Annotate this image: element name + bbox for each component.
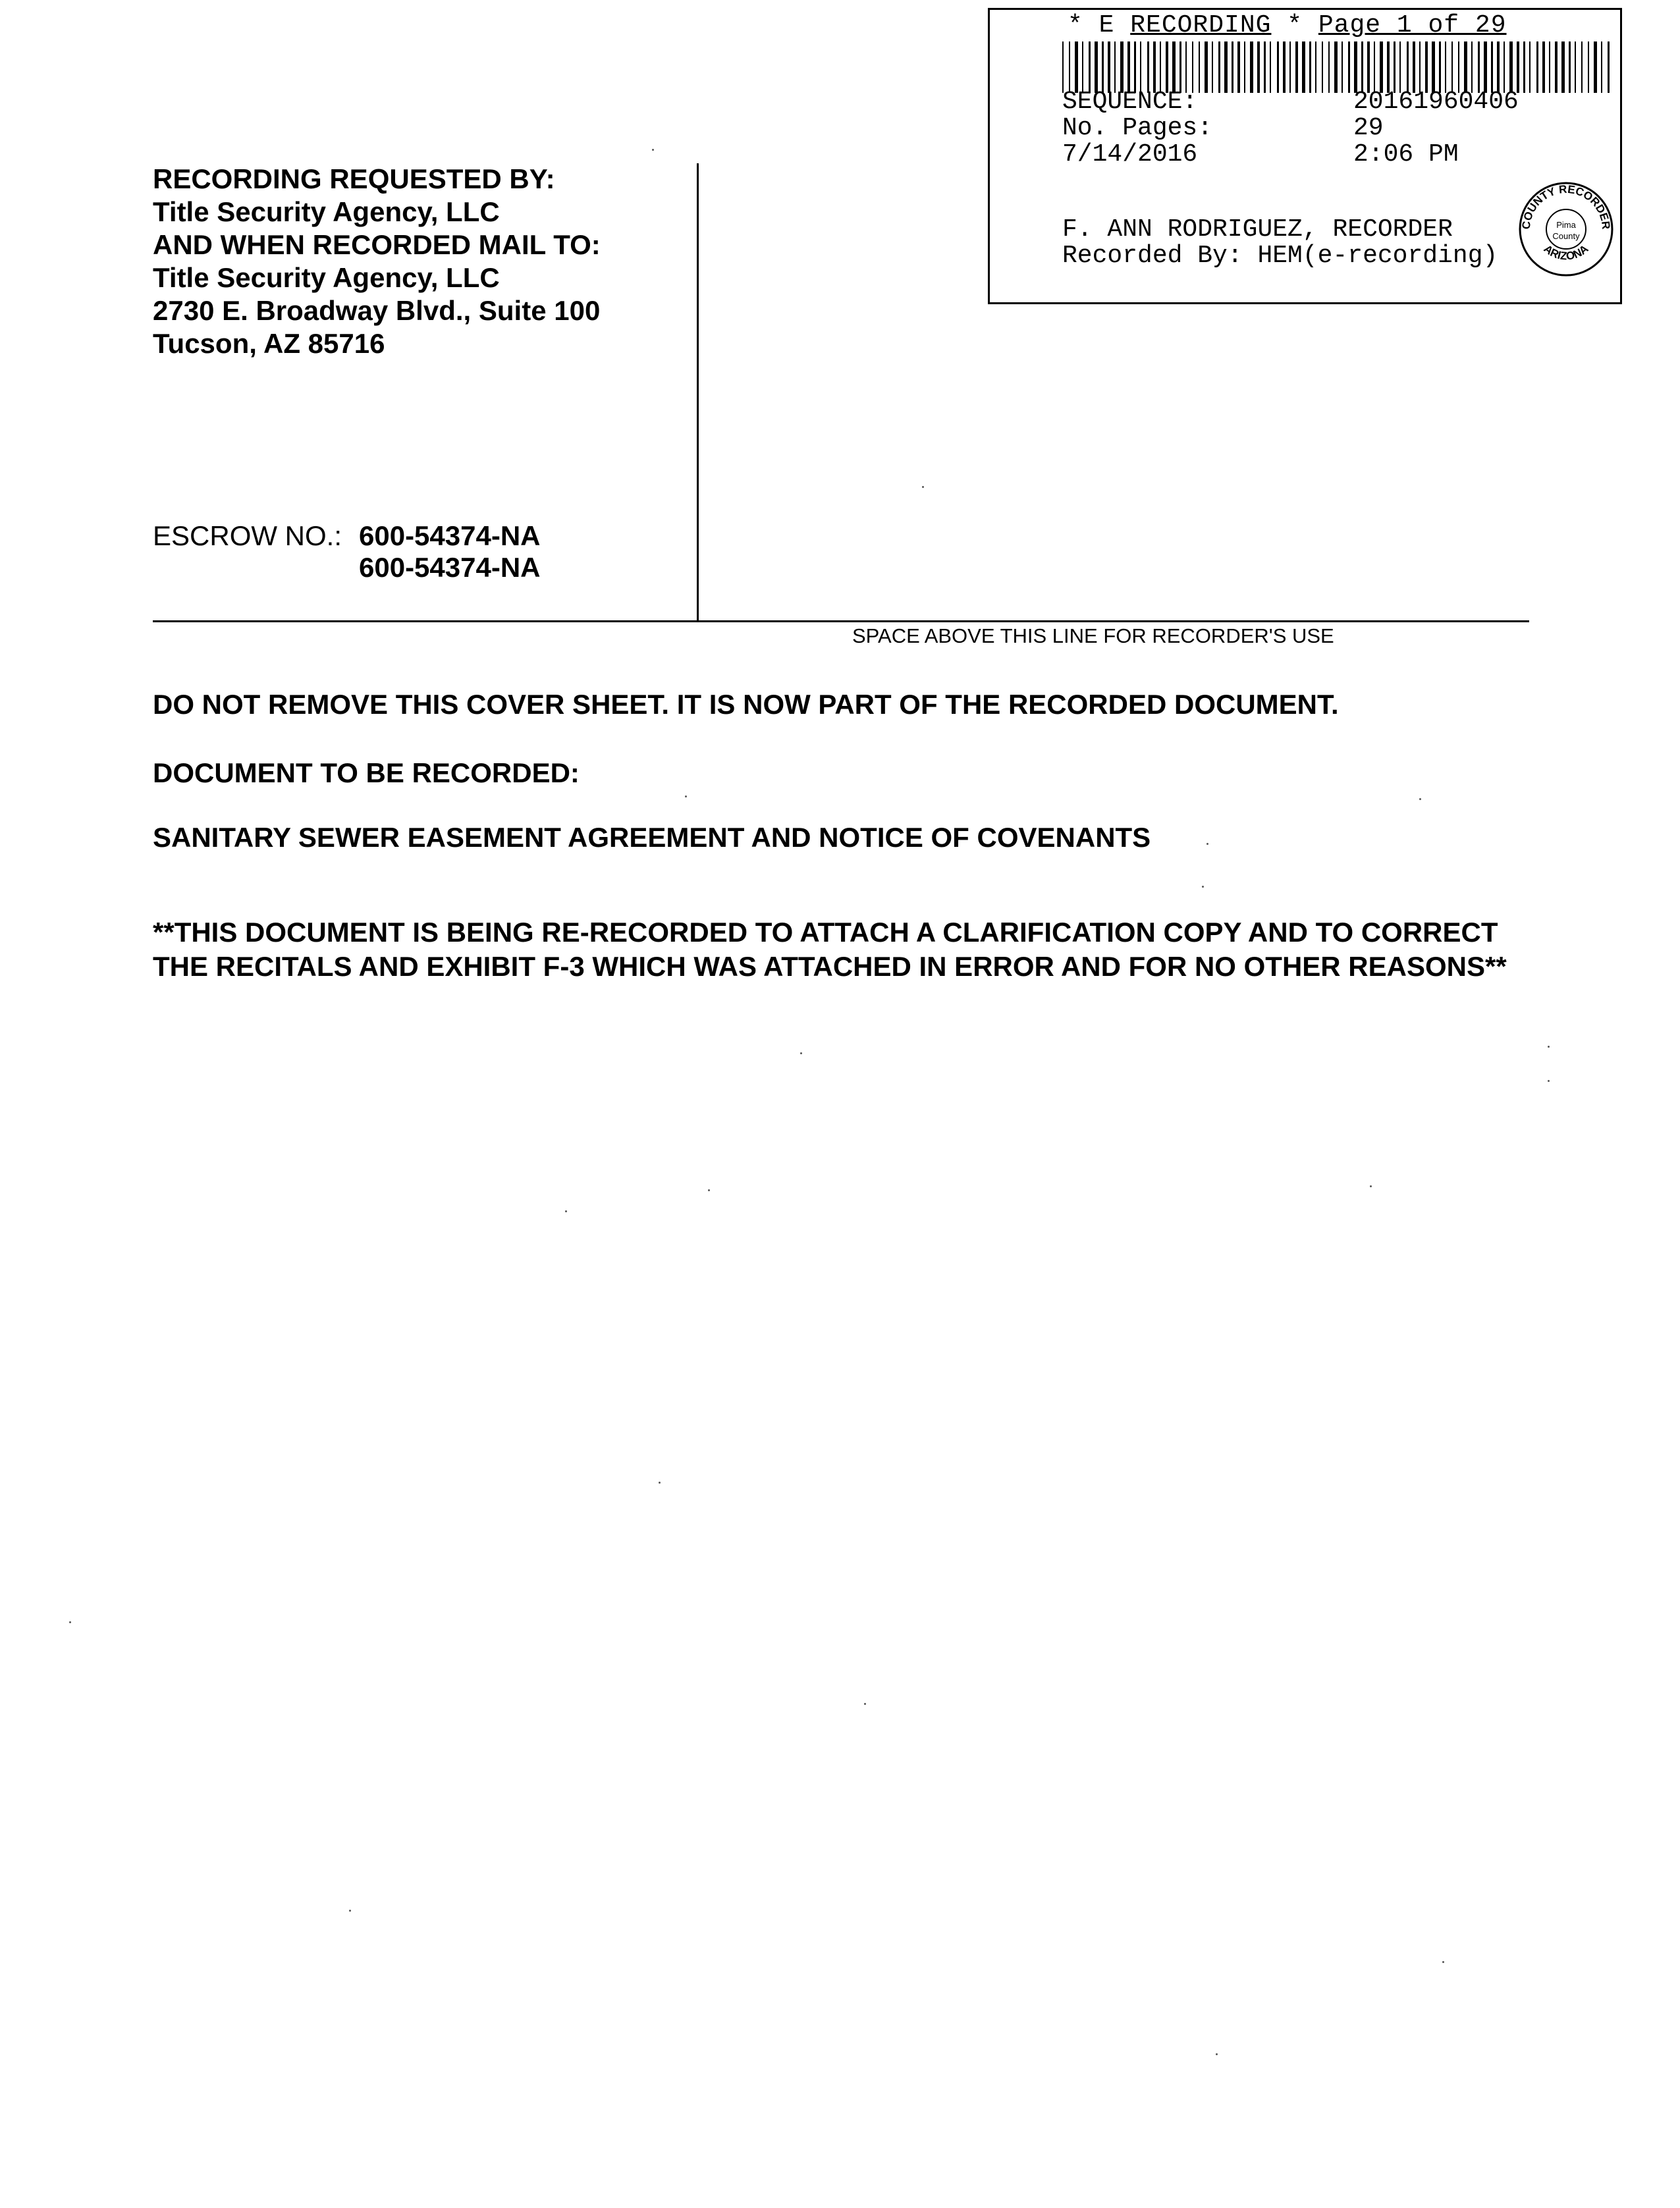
recorder-divider bbox=[153, 620, 1529, 622]
record-date: 7/14/2016 bbox=[1062, 140, 1198, 169]
stamp-header-recording: RECORDING bbox=[1130, 11, 1272, 40]
scan-speck bbox=[1419, 798, 1421, 800]
pages-value: 29 bbox=[1353, 114, 1384, 142]
scan-speck bbox=[922, 486, 924, 488]
seal-bottom-text: ARIZONA bbox=[1541, 242, 1591, 263]
document-title: SANITARY SEWER EASEMENT AGREEMENT AND NOTICE OF COVENANTS bbox=[153, 822, 1151, 853]
scan-speck bbox=[1370, 1185, 1372, 1187]
scan-speck bbox=[349, 1910, 351, 1912]
stamp-header-mid: * bbox=[1271, 11, 1318, 40]
cover-sheet-notice: DO NOT REMOVE THIS COVER SHEET. IT IS NOW PART OF THE RECORDED DOCUMENT. bbox=[153, 689, 1339, 720]
escrow-number: 600-54374-NA bbox=[359, 520, 541, 551]
mail-to-name: Title Security Agency, LLC bbox=[153, 262, 500, 293]
seal-top-text: COUNTY RECORDER bbox=[1519, 182, 1613, 230]
recorder-stamp bbox=[988, 8, 1622, 304]
stamp-header bbox=[1068, 11, 1507, 40]
recorder-name: F. ANN RODRIGUEZ, RECORDER bbox=[1062, 215, 1453, 244]
record-time: 2:06 PM bbox=[1353, 140, 1459, 169]
document-label: DOCUMENT TO BE RECORDED: bbox=[153, 757, 580, 788]
sequence-label: SEQUENCE: bbox=[1062, 88, 1198, 116]
scan-speck bbox=[1202, 886, 1204, 888]
scan-speck bbox=[659, 1482, 661, 1484]
scan-speck bbox=[800, 1052, 802, 1054]
scan-speck bbox=[1206, 843, 1208, 845]
requested-by-name: Title Security Agency, LLC bbox=[153, 196, 500, 227]
barcode-icon bbox=[1062, 41, 1612, 93]
seal-center-1: Pima bbox=[1556, 220, 1576, 230]
scan-speck bbox=[1548, 1046, 1550, 1048]
scan-speck bbox=[652, 149, 654, 151]
scan-speck bbox=[864, 1703, 866, 1705]
county-seal-icon bbox=[1517, 180, 1615, 279]
scan-speck bbox=[1216, 2053, 1218, 2055]
pages-label: No. Pages: bbox=[1062, 114, 1213, 142]
sequence-value: 20161960406 bbox=[1353, 88, 1519, 116]
scan-speck bbox=[1548, 1080, 1550, 1082]
escrow-label: ESCROW NO.: bbox=[153, 520, 342, 551]
seal-center-2: County bbox=[1552, 231, 1580, 241]
mail-to-heading: AND WHEN RECORDED MAIL TO: bbox=[153, 229, 601, 260]
recorded-by: Recorded By: HEM(e-recording) bbox=[1062, 242, 1498, 270]
requested-by-heading: RECORDING REQUESTED BY: bbox=[153, 163, 555, 194]
svg-text:ARIZONA bbox=[1542, 242, 1591, 263]
recorder-use-note: SPACE ABOVE THIS LINE FOR RECORDER'S USE bbox=[852, 624, 1334, 647]
scan-speck bbox=[1442, 1961, 1444, 1963]
rerecord-note-line2: THE RECITALS AND EXHIBIT F-3 WHICH WAS ATTACHED IN ERROR AND FOR NO OTHER REASONS** bbox=[153, 951, 1507, 982]
scan-speck bbox=[69, 1621, 71, 1623]
scan-speck bbox=[685, 795, 687, 797]
mail-to-city: Tucson, AZ 85716 bbox=[153, 328, 385, 359]
vertical-divider bbox=[697, 163, 699, 622]
scan-speck bbox=[565, 1210, 567, 1212]
mail-to-street: 2730 E. Broadway Blvd., Suite 100 bbox=[153, 295, 601, 326]
stamp-header-prefix: * E bbox=[1068, 11, 1131, 40]
escrow-number-2: 600-54374-NA bbox=[359, 552, 541, 583]
stamp-header-page: Page 1 of 29 bbox=[1318, 11, 1507, 40]
rerecord-note-line1: **THIS DOCUMENT IS BEING RE-RECORDED TO ATTACH A CLARIFICATION COPY AND TO CORRECT bbox=[153, 917, 1498, 948]
scan-speck bbox=[708, 1189, 710, 1191]
